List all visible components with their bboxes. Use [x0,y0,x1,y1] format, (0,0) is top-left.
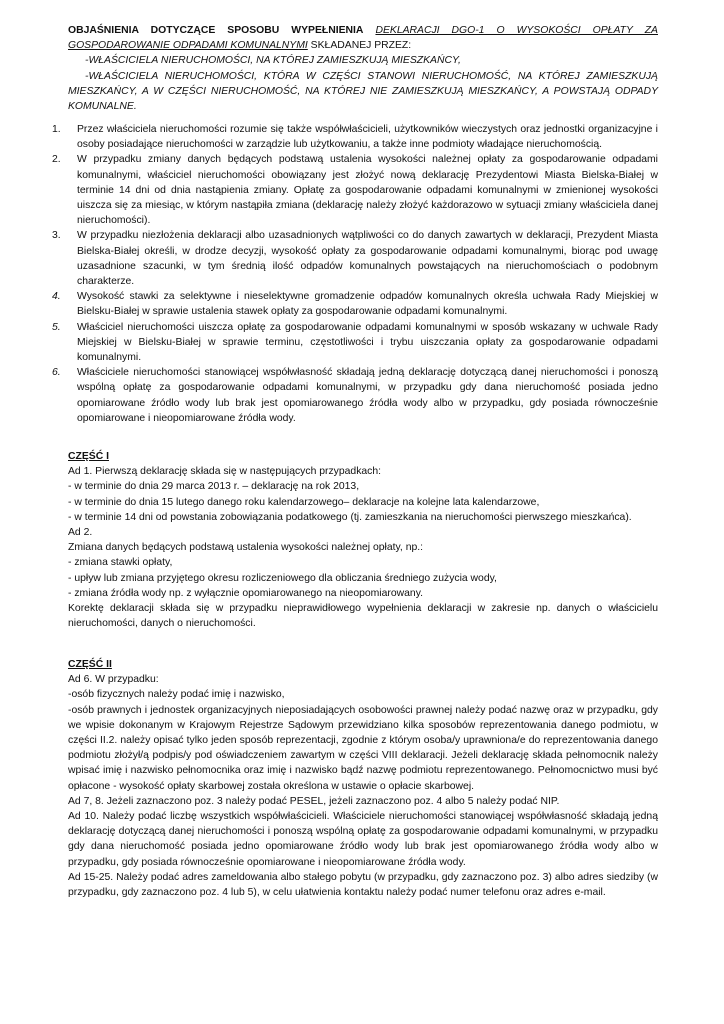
part-1-line: Zmiana danych będących podstawą ustalenia wysokości należnej opłaty, np.: [68,542,424,554]
document-heading [68,23,658,114]
list-item [52,122,658,152]
heading-line-1 [68,23,658,53]
part-1-line: Korektę deklaracji składa się w przypadku nieprawidłowego wypełnienia deklaracji w zakresie np. danych o właścicielu nieruchomości, danych o nieruchomości. [68,603,658,630]
part-1-line: - w terminie do dnia 29 marca 2013 r. – deklarację na rok 2013, [68,481,360,493]
list-item-text: Wysokość stawki za selektywne i nieselektywne gromadzenie odpadów komunalnych określa uchwała Rady Miejskiej w Bielsku-Białej w sprawie ustalenia stawek opłaty za gospodarowanie odpadami komunalnymi. [77,291,658,318]
heading-bold-prefix: OBJAŚNIENIA DOTYCZĄCE SPOSOBU WYPEŁNIENIA [68,25,364,36]
part-2-title: CZĘŚĆ II [68,659,112,670]
heading-line-3: -WŁAŚCICIELA NIERUCHOMOŚCI, KTÓRA W CZĘŚCI STANOWI NIERUCHOMOŚĆ, NA KTÓREJ ZAMIESZKUJĄ MIESZKAŃCY, A W CZĘŚCI NIERUCHOMOŚĆ, NA KTÓREJ NIE ZAMIESZKUJĄ MIESZKAŃCY, A POWSTAJĄ ODPADY KOMUNALNE. [68,70,658,113]
heading-declaration-title: DEKLARACJI DGO-1 O WYSOKOŚCI OPŁATY ZA GOSPODAROWANIE ODPADAMI KOMUNALNYMI [68,25,658,52]
part-1-line: - zmiana źródła wody np. z wyłącznie opomiarowanego na nieopomiarowany. [68,587,424,599]
list-item-number: 1. [52,124,61,135]
list-item-text: Właściciel nieruchomości uiszcza opłatę za gospodarowanie odpadami komunalnymi w sposób wskazany w uchwale Rady Miejskiej w Bielsku-Białej w sprawie terminu, częstotliwości i trybu uiszczania opłaty za gospodarowanie odpadami komunalnymi. [77,321,658,364]
part-2-section [68,657,658,900]
list-item [52,152,658,228]
list-item [52,228,658,289]
list-item [52,365,658,426]
list-item-text: W przypadku niezłożenia deklaracji albo uzasadnionych wątpliwości co do danych zawartych w deklaracji, Prezydent Miasta Bielska-Białej określi, w drodze decyzji, wysokość opłaty za gospodarowanie odpadami komunalnymi, biorąc pod uwagę uzasadnione szacunki, w tym średnią ilość odpadów komunalnych powstających na nieruchomościach o podobnym charakterze. [77,230,658,288]
part-2-line: Ad 15-25. Należy podać adres zameldowania albo stałego pobytu (w przypadku, gdy zaznaczono poz. 3) albo adres siedziby (w przypadku, gdy zaznaczono poz. 4 lub 5), w celu ułatwienia kontaktu należy podać numer telefonu oraz adres e-mail. [68,871,658,899]
list-item-number: 3. [52,230,61,242]
list-item-number: 5. [52,321,61,333]
list-item-text: W przypadku zmiany danych będących podstawą ustalenia wysokości należnej opłaty za gospodarowanie odpadami komunalnymi, właściciel nieruchomości obowiązany jest złożyć nową deklarację Prezydentowi Miasta Bielska-Białej w terminie 14 dni od dnia nastąpienia zmiany. Opłatę za gospodarowanie odpadami komunalnymi w zmienionej wysokości uiszcza się za miesiąc, w którym nastąpiła zmiana (deklarację należy złożyć każdorazowo w sytuacji zmiany właściciela danej nieruchomości). [77,154,658,227]
part-1-line: Ad 1. Pierwszą deklarację składa się w następujących przypadkach: [68,466,382,478]
part-2-line: Ad 10. Należy podać liczbę wszystkich współwłaścicieli. Właściciele nieruchomości stanowiącej współwłasność składają jedną deklarację dotyczącą danej nieruchomości i ponoszą wspólną opłatę za gospodarowanie odpadami komunalnymi, w przypadku gdy dana nieruchomość posiada jedno opomiarowane źródło wody lub brak jest opomiarowanego źródła wody albo w przypadku, gdy posiada równocześnie opomiarowane i nieopomiarowane źródła wody. [68,811,658,868]
part-2-line: -osób fizycznych należy podać imię i nazwisko, [68,689,285,701]
part-1-section [68,449,658,631]
list-item-number: 2. [52,154,61,166]
list-item-text: Właściciele nieruchomości stanowiącej współwłasność składają jedną deklarację dotyczącą danej nieruchomości i ponoszą wspólną opłatę za gospodarowanie odpadami komunalnymi, w przypadku gdy dana nieruchomość posiada jedno opomiarowane źródło wody lub brak jest opomiarowanego źródła wody albo w przypadku, gdy posiada równocześnie opomiarowane i nieopomiarowane źródła wody. [77,367,658,424]
list-item-number: 4. [52,291,61,303]
part-1-line: - w terminie 14 dni od powstania zobowiązania podatkowego (tj. zamieszkania na nieruchomości pierwszego mieszkańca). [68,511,632,523]
part-2-line: Ad 7, 8. Jeżeli zaznaczono poz. 3 należy podać PESEL, jeżeli zaznaczono poz. 4 albo 5 należy podać NIP. [68,795,560,807]
part-2-line: Ad 6. W przypadku: [68,674,159,686]
part-1-line: - w terminie do dnia 15 lutego danego roku kalendarzowego– deklaracje na kolejne lata kalendarzowe, [68,496,540,508]
list-item-text: Przez właściciela nieruchomości rozumie się także współwłaścicieli, użytkowników wieczystych oraz jednostki organizacyjne i osoby posiadające nieruchomości w zarządzie lub użytkowaniu, a także inne podmioty władające nieruchomością. [77,124,658,151]
list-item [52,320,658,366]
heading-suffix: SKŁADANEJ PRZEZ: [307,40,412,52]
part-1-line: Ad 2. [68,527,93,539]
list-item-number: 6. [52,367,61,379]
numbered-list [52,122,658,426]
heading-line-2: -WŁAŚCICIELA NIERUCHOMOŚCI, NA KTÓREJ ZAMIESZKUJĄ MIESZKAŃCY, [85,55,461,67]
part-1-title: CZĘŚĆ I [68,451,109,462]
part-1-line: - zmiana stawki opłaty, [68,557,173,569]
part-1-line: - upływ lub zmiana przyjętego okresu rozliczeniowego dla obliczania średniego zużycia wody, [68,572,497,584]
list-item [52,289,658,319]
part-2-line: -osób prawnych i jednostek organizacyjnych nieposiadających osobowości prawnej należy podać nazwę oraz w przypadku, gdy we wpisie dokonanym w Krajowym Rejestrze Sądowym przewidziano kilka sposobów reprezentowania danego podmiotu, w części II.2. należy opisać tylko jeden sposób reprezentacji, zgodnie z którym osoba/y uprawniona/e do reprezentowania danego podmiotu złożył/ą podpis/y pod oświadczeniem zawartym w części VIII deklaracji. Jeżeli deklarację składa pełnomocnik należy wpisać imię i nazwisko pełnomocnika oraz imię i nazwisko bądź nazwę podmiotu reprezentowanego. Pełnomocnictwo musi być opłacone - wysokość opłaty skarbowej została określona w ustawie o opłacie skarbowej. [68,704,658,792]
